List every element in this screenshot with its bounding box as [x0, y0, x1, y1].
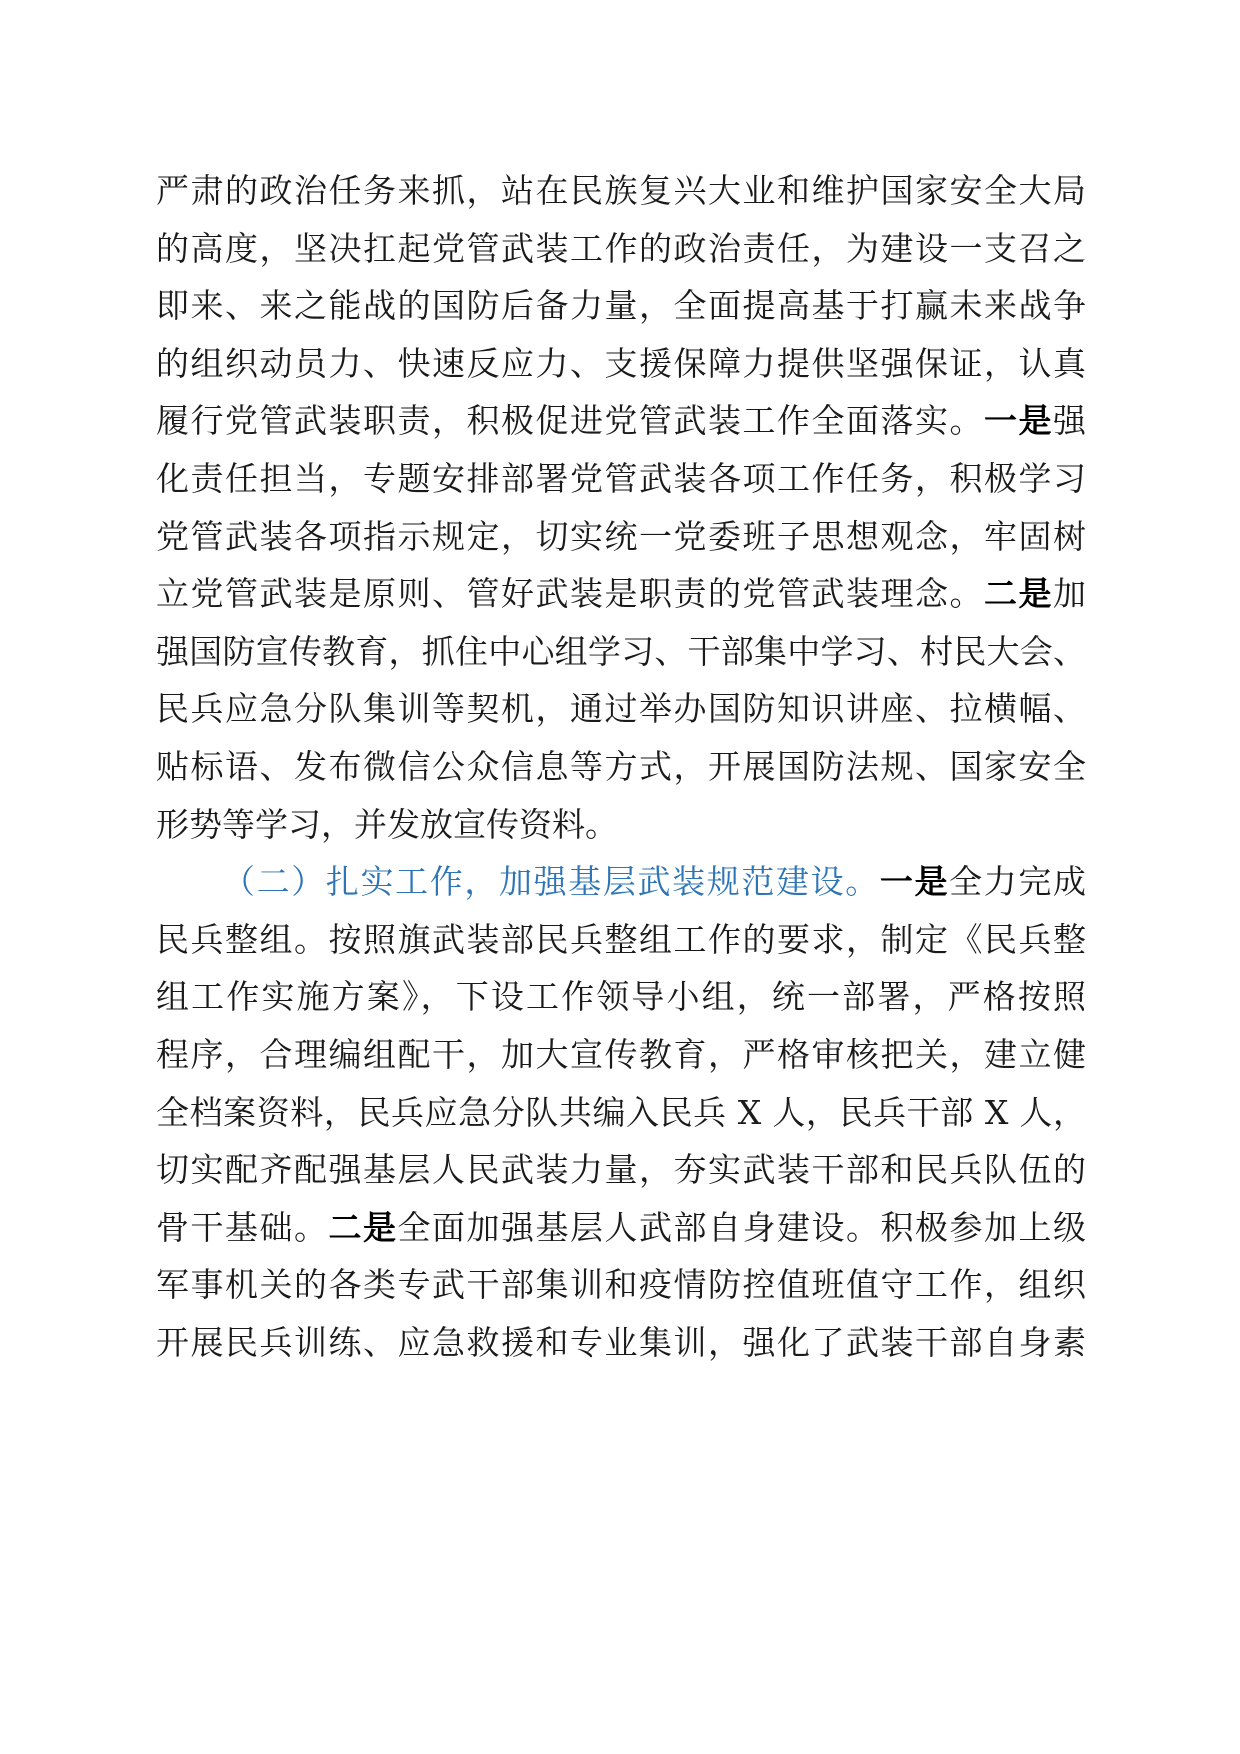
line-text: 全力完成	[949, 862, 1086, 902]
text-line	[156, 909, 1086, 971]
line-text: 全档案资料，民兵应急分队共编入民兵 X 人，民兵干部 X 人，	[156, 1092, 1086, 1132]
line-text: 化责任担当，专题安排部署党管武装各项工作任务，积极学习	[156, 459, 1086, 498]
line-text: 即来、来之能战的国防后备力量，全面提高基于打赢未来战争	[156, 286, 1086, 326]
line-text: 民兵整组。按照旗武装部民兵整组工作的要求，制定《民兵整	[156, 919, 1086, 959]
line-text: 程序，合理编组配干，加大宣传教育，严格审核把关，建立健	[156, 1035, 1086, 1074]
line-text: 严肃的政治任务来抓，站在民族复兴大业和维护国家安全大局	[156, 171, 1086, 210]
line-text: 的组织动员力、快速反应力、支援保障力提供坚强保证，认真	[156, 343, 1086, 383]
text-line	[156, 1024, 1086, 1086]
text-line	[156, 678, 1086, 740]
section-heading: （二）扎实工作，加强基层武装规范建设。	[222, 862, 880, 902]
line-text: 履行党管武装职责，积极促进党管武装工作全面落实。	[156, 401, 984, 441]
text-line	[156, 448, 1086, 510]
emphasis-marker: 二是	[328, 1207, 398, 1247]
line-text: 全面加强基层人武部自身建设。积极参加上级	[397, 1207, 1086, 1247]
line-text: 开展民兵训练、应急救援和专业集训，强化了武装干部自身素	[156, 1323, 1086, 1362]
text-line	[156, 1139, 1086, 1201]
text-line	[156, 966, 1086, 1028]
line-text: 组工作实施方案》，下设工作领导小组，统一部署，严格按照	[156, 977, 1086, 1017]
line-text: 民兵应急分队集训等契机，通过举办国防知识讲座、拉横幅、	[156, 689, 1086, 729]
text-line	[156, 390, 1086, 452]
text-line	[156, 506, 1086, 568]
text-line	[156, 621, 1086, 683]
line-text: 强	[1053, 401, 1086, 441]
line-text: 切实配齐配强基层人民武装力量，夯实武装干部和民兵队伍的	[156, 1150, 1086, 1190]
line-text: 军事机关的各类专武干部集训和疫情防控值班值守工作，组织	[156, 1265, 1086, 1305]
text-line	[156, 1082, 1086, 1144]
line-text: 立党管武装是原则、管好武装是职责的党管武装理念。	[156, 574, 984, 614]
emphasis-marker: 一是	[879, 862, 950, 902]
line-text: 骨干基础。	[156, 1207, 329, 1247]
text-line	[156, 1197, 1086, 1259]
text-line	[156, 160, 1086, 222]
emphasis-marker: 一是	[984, 401, 1053, 441]
text-line	[156, 1254, 1086, 1316]
line-text: 的高度，坚决扛起党管武装工作的政治责任，为建设一支召之	[156, 228, 1086, 268]
text-line	[156, 1312, 1086, 1374]
line-text: 强国防宣传教育，抓住中心组学习、干部集中学习、村民大会、	[156, 631, 1086, 671]
text-line	[156, 736, 1086, 798]
text-line	[156, 275, 1086, 337]
line-text: 加	[1053, 574, 1086, 614]
text-line	[156, 333, 1086, 395]
text-line	[156, 218, 1086, 280]
line-text: 贴标语、发布微信公众信息等方式，开展国防法规、国家安全	[156, 747, 1086, 786]
text-line	[222, 851, 1086, 913]
line-text: 党管武装各项指示规定，切实统一党委班子思想观念，牢固树	[156, 516, 1086, 556]
emphasis-marker: 二是	[984, 574, 1053, 614]
text-line	[156, 563, 1086, 625]
text-line	[156, 794, 1086, 856]
line-text: 形势等学习，并发放宣传资料。	[156, 804, 618, 844]
